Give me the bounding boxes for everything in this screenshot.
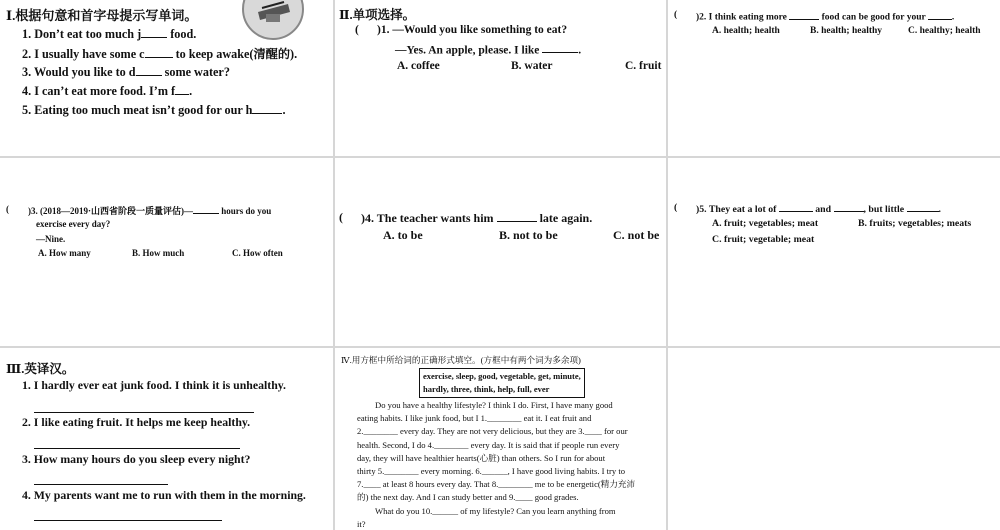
section-heading: Ⅳ.用方框中所给词的正确形式填空。(方框中有两个词为多余项) <box>341 355 581 365</box>
panel-choice-4 <box>335 158 666 346</box>
question-reply: —Yes. An apple, please. I like . <box>395 42 581 56</box>
panel-choice-2 <box>668 0 1000 156</box>
passage-line: 2.________ every day. They are not very delicious, but they are 3.____ for our <box>357 426 628 437</box>
question-stem: )5. They eat a lot of and , but little . <box>696 203 941 215</box>
answer-paren[interactable]: ( <box>339 210 343 224</box>
panel-choice-5 <box>668 158 1000 346</box>
option-b[interactable]: B. fruits; vegetables; meats <box>858 218 972 229</box>
option-c[interactable]: C. healthy; health <box>908 26 981 36</box>
answer-line-2[interactable] <box>34 448 240 449</box>
option-a[interactable]: A. fruit; vegetables; meat <box>712 218 819 229</box>
answer-line-4[interactable] <box>34 520 222 521</box>
question-4: 4. I can’t eat more food. I’m f . <box>22 83 193 98</box>
panel-choice-1 <box>335 0 666 156</box>
option-c[interactable]: C. fruit; vegetable; meat <box>712 234 815 245</box>
answer-paren[interactable]: ( <box>355 24 359 36</box>
option-a[interactable]: A. health; health <box>712 26 780 36</box>
answer-line-3[interactable] <box>34 484 168 485</box>
answer-paren[interactable]: ( <box>6 204 9 214</box>
option-a[interactable]: A. coffee <box>397 60 440 72</box>
question-line-3: —Nine. <box>36 234 66 244</box>
option-b[interactable]: B. not to be <box>499 228 558 242</box>
cloze-passage <box>357 399 635 530</box>
panel-word-fill <box>0 0 333 156</box>
panel-choice-3 <box>0 158 333 346</box>
plate-icon <box>242 0 304 40</box>
section-heading: Ⅰ.根据句意和首字母提示写单词。 <box>6 8 198 23</box>
translation-item-4: 4. My parents want me to run with them in the morning. <box>22 488 306 502</box>
passage-line: it? <box>357 518 366 529</box>
option-c[interactable]: C. not be <box>613 228 660 242</box>
question-3: 3. Would you like to d some water? <box>22 64 230 79</box>
option-c[interactable]: C. How often <box>232 248 283 258</box>
option-b[interactable]: B. water <box>511 60 553 72</box>
translation-item-2: 2. I like eating fruit. It helps me keep healthy. <box>22 415 251 429</box>
panel-translation <box>0 348 333 530</box>
question-stem: )1. —Would you like something to eat? <box>377 24 568 36</box>
passage-line: thirty 5.________ every morning. 6.______, I have good living habits. I try to <box>357 466 626 477</box>
passage-line: Do you have a healthy lifestyle? I think I do. First, I have many good <box>375 400 613 410</box>
passage-line: eating habits. I like junk food, but I 1.________ eat it. I eat fruit and <box>357 413 592 424</box>
option-c[interactable]: C. fruit <box>625 60 662 72</box>
question-line-2: exercise every day? <box>36 219 111 229</box>
option-a[interactable]: A. to be <box>383 228 423 242</box>
passage-line: 的) the next day. And I can study better and 9.____ good grades. <box>357 492 579 503</box>
passage-line: What do you 10.______ of my lifestyle? Can you learn anything from <box>375 505 616 516</box>
translation-item-1: 1. I hardly ever eat junk food. I think it is unhealthy. <box>22 378 286 392</box>
option-b[interactable]: B. How much <box>132 248 185 258</box>
option-b[interactable]: B. health; healthy <box>810 26 883 36</box>
passage-line: health. Second, I do 4.________ every day. It is said that if people run every <box>357 439 620 450</box>
answer-paren[interactable]: ( <box>674 10 678 20</box>
answer-line-1[interactable] <box>34 412 254 413</box>
question-2: 2. I usually have some c to keep awake(清醒的). <box>22 47 298 61</box>
passage-line: day, they will have healthier hearts(心脏) than others. So I run for about <box>357 452 606 463</box>
word-box <box>419 368 585 398</box>
section-heading: Ⅲ.英译汉。 <box>6 362 75 376</box>
word-box-line-2: hardly, three, think, help, full, ever <box>423 384 550 394</box>
option-a[interactable]: A. How many <box>38 248 91 258</box>
panel-blank <box>668 348 1000 530</box>
section-heading: Ⅱ.单项选择。 <box>339 8 416 22</box>
question-stem: )3. (2018—2019·山西省阶段一质量评估)— hours do you <box>28 206 272 216</box>
panel-cloze <box>335 348 666 530</box>
translation-item-3: 3. How many hours do you sleep every night? <box>22 452 251 466</box>
question-stem: )2. I think eating more food can be good for your . <box>696 10 954 23</box>
question-1: 1. Don’t eat too much j food. <box>22 26 197 41</box>
answer-paren[interactable]: ( <box>674 202 678 213</box>
passage-line: 7.____ at least 8 hours every day. That 8.________ me to be energetic(精力充沛 <box>357 479 636 490</box>
question-stem: )4. The teacher wants him late again. <box>361 210 593 225</box>
word-box-line-1: exercise, sleep, good, vegetable, get, minute, <box>423 371 581 381</box>
question-5: 5. Eating too much meat isn’t good for our h . <box>22 102 286 117</box>
